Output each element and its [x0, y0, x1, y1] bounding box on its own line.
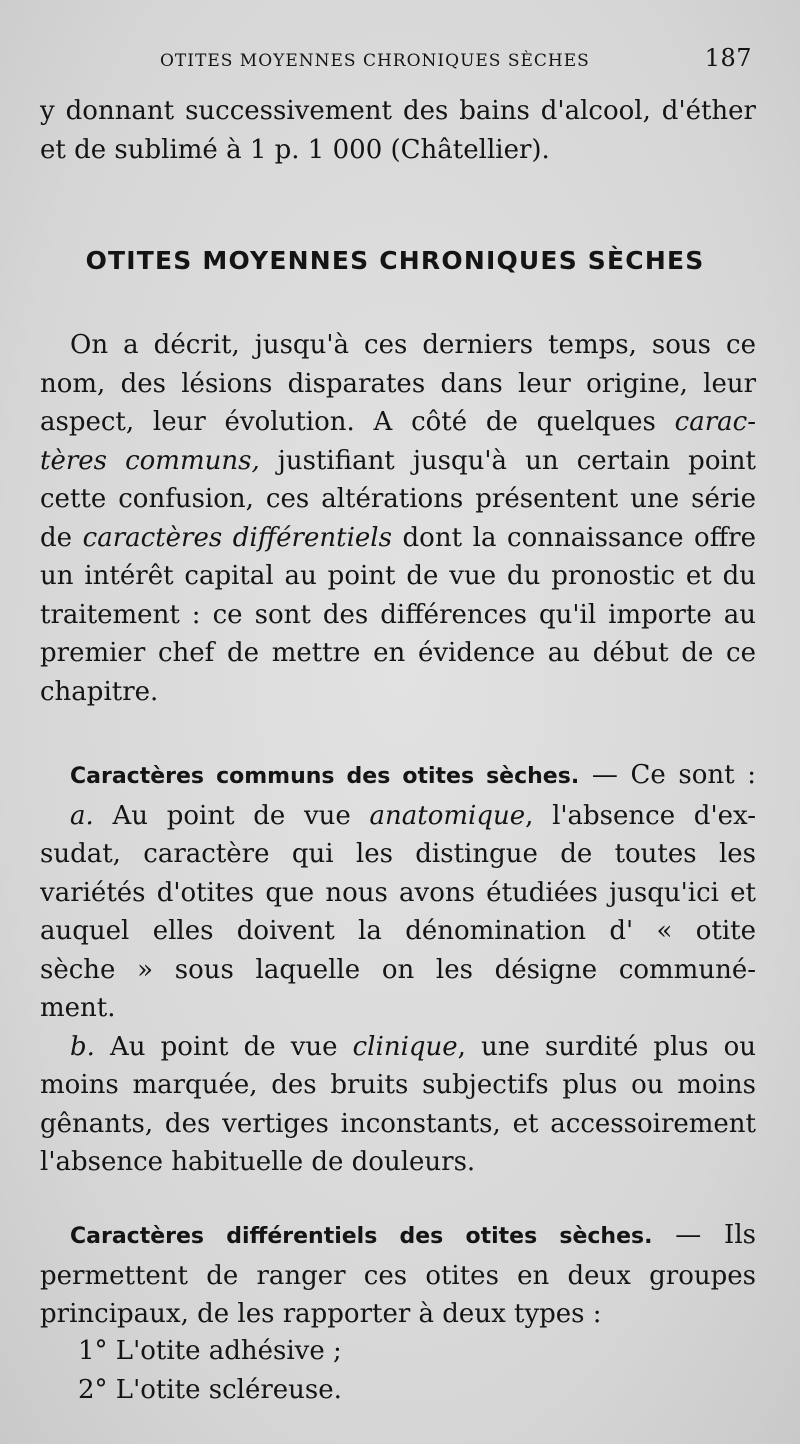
list-item: 1° L'otite adhésive ; [78, 1336, 342, 1366]
text-run: justifiant jusqu'à un certain point [259, 445, 756, 476]
text-run: Au point de vue [94, 1031, 353, 1062]
text-run: , l'absence d'ex- [525, 800, 756, 831]
text-line: un intérêt capital au point de vue du pronostic et du [40, 561, 756, 591]
text-line: On a décrit, jusqu'à ces derniers temps, sous ce [70, 330, 756, 360]
continued-paragraph [40, 92, 756, 169]
text-run: dont la connaissance offre [391, 522, 756, 553]
text-line [40, 403, 756, 442]
item-letter: a. [70, 800, 94, 831]
text-line: nom, des lésions disparates dans leur origine, leur [40, 368, 756, 399]
italic-run: tères communs, [40, 445, 260, 476]
italic-run: anatomique [369, 800, 526, 831]
text-line [40, 1028, 756, 1067]
text-line: sudat, caractère qui les distingue de toutes les [40, 839, 756, 869]
running-title: OTITES MOYENNES CHRONIQUES SÈCHES [160, 51, 590, 71]
subheading: Caractères communs des otites sèches. [70, 764, 580, 789]
text-line: principaux, de les rapporter à deux types : [40, 1299, 602, 1329]
page-number: 187 [704, 44, 752, 72]
intro-paragraph [40, 326, 756, 711]
italic-run: carac- [674, 407, 756, 437]
list-item: 2° L'otite scléreuse. [78, 1374, 342, 1405]
item-letter: b. [70, 1031, 95, 1062]
text-line: gênants, des vertiges inconstants, et accessoirement [40, 1108, 756, 1139]
running-header [160, 44, 752, 72]
text-line: premier chef de mettre en évidence au début de ce [40, 638, 756, 668]
text-line: variétés d'otites que nous avons étudiées jusqu'ici et [40, 877, 756, 908]
italic-run: caractères différentiels [82, 522, 392, 553]
text-line: cette confusion, ces altérations présentent une série [40, 484, 756, 514]
text-line: permettent de ranger ces otites en deux groupes [40, 1260, 756, 1291]
text-line [40, 1216, 756, 1257]
common-features-paragraph [40, 756, 756, 1182]
text-run: — Ils [652, 1220, 756, 1250]
text-line: y donnant successivement des bains d'alcool, d'éther [40, 96, 756, 126]
italic-run: clinique [352, 1031, 458, 1062]
text-line [40, 756, 756, 797]
text-line [40, 797, 756, 836]
text-run: Au point de vue [93, 800, 370, 831]
subheading: Caractères différentiels des otites sèches. [70, 1224, 653, 1249]
differential-features-paragraph [40, 1216, 756, 1334]
text-run: de [40, 522, 83, 553]
text-run: , une surdité plus ou [457, 1031, 756, 1062]
text-run: — Ce sont : [579, 760, 756, 790]
text-line: traitement : ce sont des différences qu'il importe au [40, 599, 756, 630]
section-title: OTITES MOYENNES CHRONIQUES SÈCHES [85, 246, 705, 275]
text-line [40, 442, 756, 481]
text-line [40, 519, 756, 558]
text-line: moins marquée, des bruits subjectifs plus ou moins [40, 1070, 756, 1100]
text-line: et de sublimé à 1 p. 1 000 (Châtellier). [40, 134, 550, 165]
text-line: sèche » sous laquelle on les désigne communé- [40, 954, 756, 985]
text-run: aspect, leur évolution. A côté de quelques [40, 407, 675, 437]
text-line: chapitre. [40, 676, 159, 707]
text-line: auquel elles doivent la dénomination d' « otite [40, 916, 756, 946]
text-line: l'absence habituelle de douleurs. [40, 1147, 476, 1177]
text-line: ment. [40, 993, 116, 1023]
types-list [78, 1332, 342, 1409]
